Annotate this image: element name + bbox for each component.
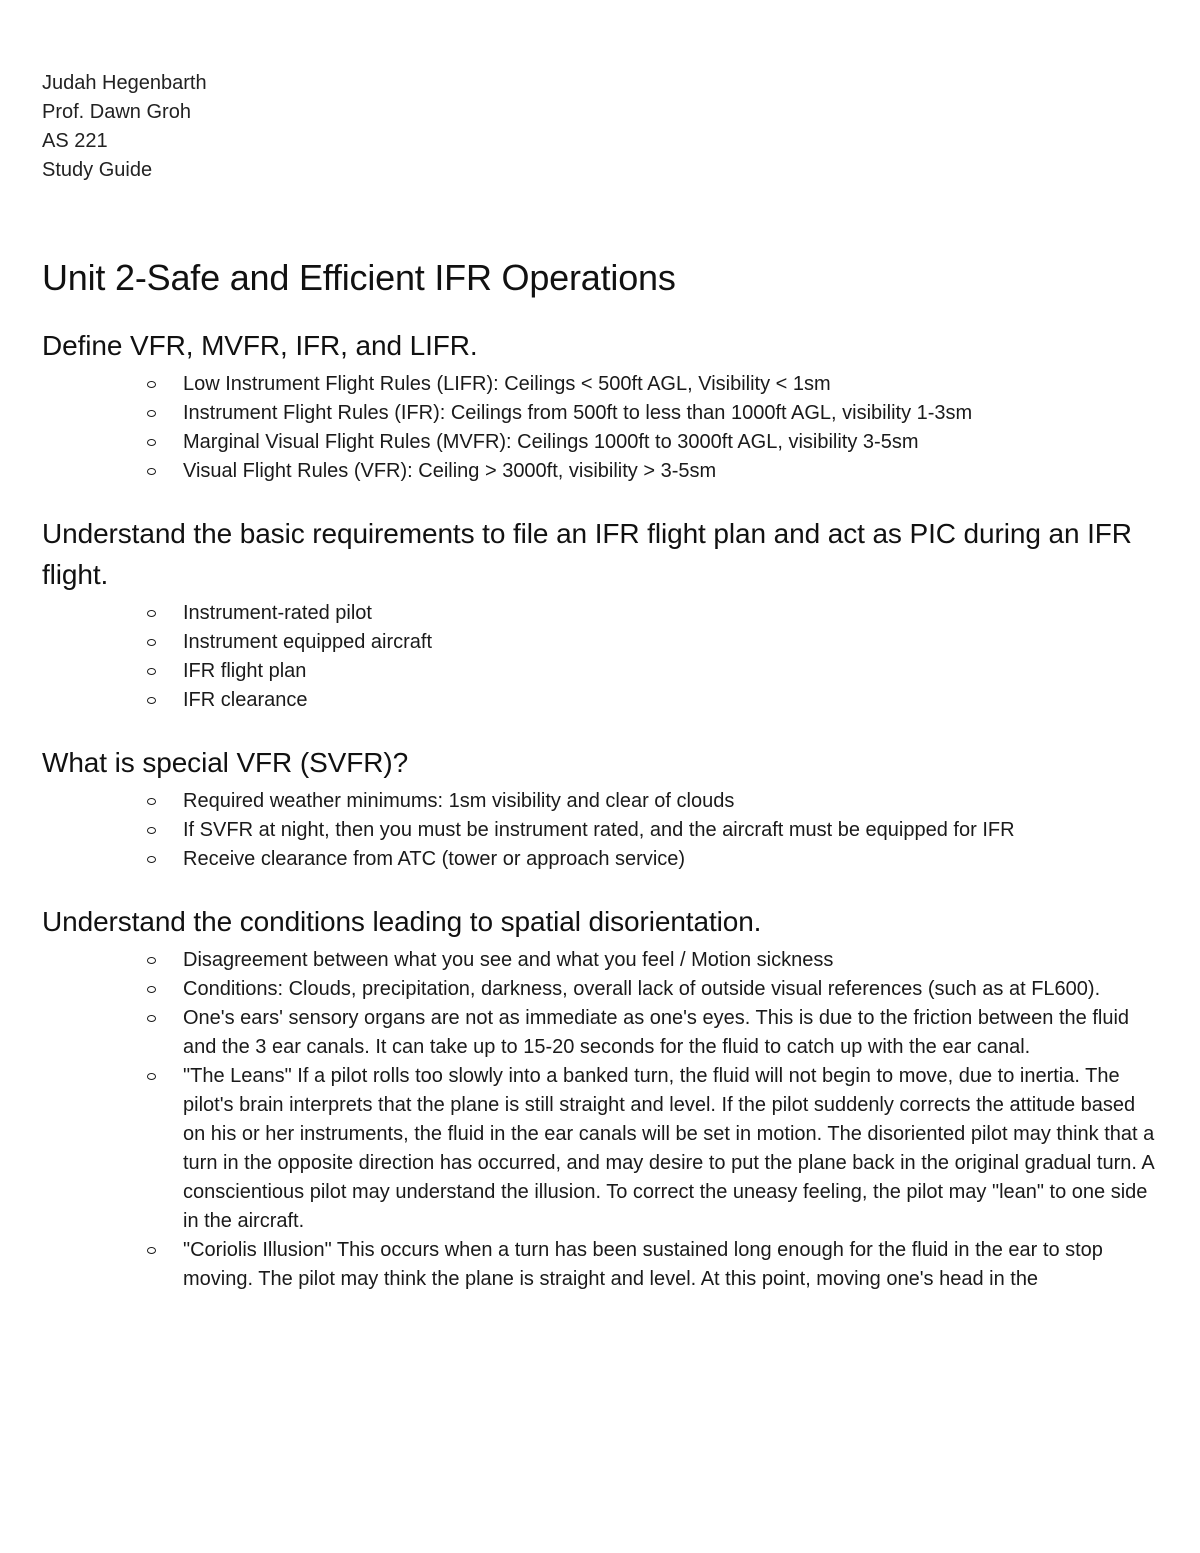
list-item-text: Instrument-rated pilot xyxy=(183,602,372,624)
bullet-list xyxy=(42,787,1158,874)
section-heading: What is special VFR (SVFR)? xyxy=(42,747,409,778)
hollow-bullet-icon xyxy=(147,827,156,834)
bullet-list xyxy=(42,599,1158,715)
section-heading: Understand the conditions leading to spatial disorientation. xyxy=(42,906,762,937)
hollow-bullet-icon xyxy=(147,410,156,417)
list-item xyxy=(183,657,1158,686)
hollow-bullet-icon xyxy=(147,798,156,805)
list-item xyxy=(183,816,1158,845)
list-item-text: IFR flight plan xyxy=(183,660,307,682)
hollow-bullet-icon xyxy=(147,468,156,475)
section-special-vfr xyxy=(42,742,1158,874)
section-ifr-requirements xyxy=(42,513,1158,715)
list-item xyxy=(183,946,1158,975)
list-item xyxy=(183,787,1158,816)
list-item-text: Instrument Flight Rules (IFR): Ceilings from 500ft to less than 1000ft AGL, visibility 1-3sm xyxy=(183,402,973,424)
author-name: Judah Hegenbarth xyxy=(42,72,207,94)
list-item xyxy=(183,975,1158,1004)
hollow-bullet-icon xyxy=(147,639,156,646)
list-item-text: IFR clearance xyxy=(183,689,308,711)
section-flight-categories xyxy=(42,325,1158,486)
document-type: Study Guide xyxy=(42,159,153,181)
list-item-text: Instrument equipped aircraft xyxy=(183,631,433,653)
section-heading: Define VFR, MVFR, IFR, and LIFR. xyxy=(42,330,478,361)
list-item-text: Low Instrument Flight Rules (LIFR): Ceilings < 500ft AGL, Visibility < 1sm xyxy=(183,373,831,395)
bullet-list xyxy=(42,946,1158,1294)
hollow-bullet-icon xyxy=(147,957,156,964)
document-title: Unit 2-Safe and Efficient IFR Operations xyxy=(42,257,676,298)
list-item-text: Required weather minimums: 1sm visibility and clear of clouds xyxy=(183,790,735,812)
hollow-bullet-icon xyxy=(147,610,156,617)
list-item xyxy=(183,1236,1158,1294)
hollow-bullet-icon xyxy=(147,668,156,675)
hollow-bullet-icon xyxy=(147,986,156,993)
hollow-bullet-icon xyxy=(147,1247,156,1254)
hollow-bullet-icon xyxy=(147,1073,156,1080)
list-item xyxy=(183,1004,1158,1062)
list-item xyxy=(183,370,1158,399)
list-item xyxy=(183,457,1158,486)
list-item-text: "The Leans" If a pilot rolls too slowly into a banked turn, the fluid will not begin to move, due to inertia. The pilot's brain interprets that the plane is still straight and level. If the pilot suddenly corrects the attitude based on his or her instruments, the fluid in the ear canals will be set in motion. The disoriented pilot may think that a turn in the opposite direction has occurred, and may desire to put the plane back in the original gradual turn. A conscientious pilot may understand the illusion. To correct the uneasy feeling, the pilot may "lean" to one side in the aircraft. xyxy=(183,1065,1155,1232)
list-item xyxy=(183,399,1158,428)
hollow-bullet-icon xyxy=(147,1015,156,1022)
list-item-text: If SVFR at night, then you must be instrument rated, and the aircraft must be equipped for IFR xyxy=(183,819,1015,841)
list-item xyxy=(183,1062,1158,1236)
list-item-text: Marginal Visual Flight Rules (MVFR): Ceilings 1000ft to 3000ft AGL, visibility 3-5sm xyxy=(183,431,919,453)
bullet-list xyxy=(42,370,1158,486)
hollow-bullet-icon xyxy=(147,439,156,446)
hollow-bullet-icon xyxy=(147,381,156,388)
list-item xyxy=(183,628,1158,657)
list-item-text: Conditions: Clouds, precipitation, darkness, overall lack of outside visual references (such as at FL600). xyxy=(183,978,1101,1000)
list-item-text: "Coriolis Illusion" This occurs when a turn has been sustained long enough for the fluid in the ear to stop moving. The pilot may think the plane is straight and level. At this point, moving one's head in the xyxy=(183,1239,1103,1290)
section-spatial-disorientation xyxy=(42,901,1158,1294)
course-code: AS 221 xyxy=(42,130,108,152)
list-item xyxy=(183,599,1158,628)
list-item xyxy=(183,686,1158,715)
list-item-text: Receive clearance from ATC (tower or approach service) xyxy=(183,848,686,870)
hollow-bullet-icon xyxy=(147,856,156,863)
list-item-text: Disagreement between what you see and what you feel / Motion sickness xyxy=(183,949,834,971)
hollow-bullet-icon xyxy=(147,697,156,704)
list-item xyxy=(183,845,1158,874)
section-heading: Understand the basic requirements to file an IFR flight plan and act as PIC during an IFR flight. xyxy=(42,518,1132,590)
list-item xyxy=(183,428,1158,457)
professor-name: Prof. Dawn Groh xyxy=(42,101,191,123)
list-item-text: One's ears' sensory organs are not as immediate as one's eyes. This is due to the friction between the fluid and the 3 ear canals. It can take up to 15-20 seconds for the fluid to catch up with the ear canal. xyxy=(183,1007,1130,1058)
list-item-text: Visual Flight Rules (VFR): Ceiling > 3000ft, visibility > 3-5sm xyxy=(183,460,717,482)
